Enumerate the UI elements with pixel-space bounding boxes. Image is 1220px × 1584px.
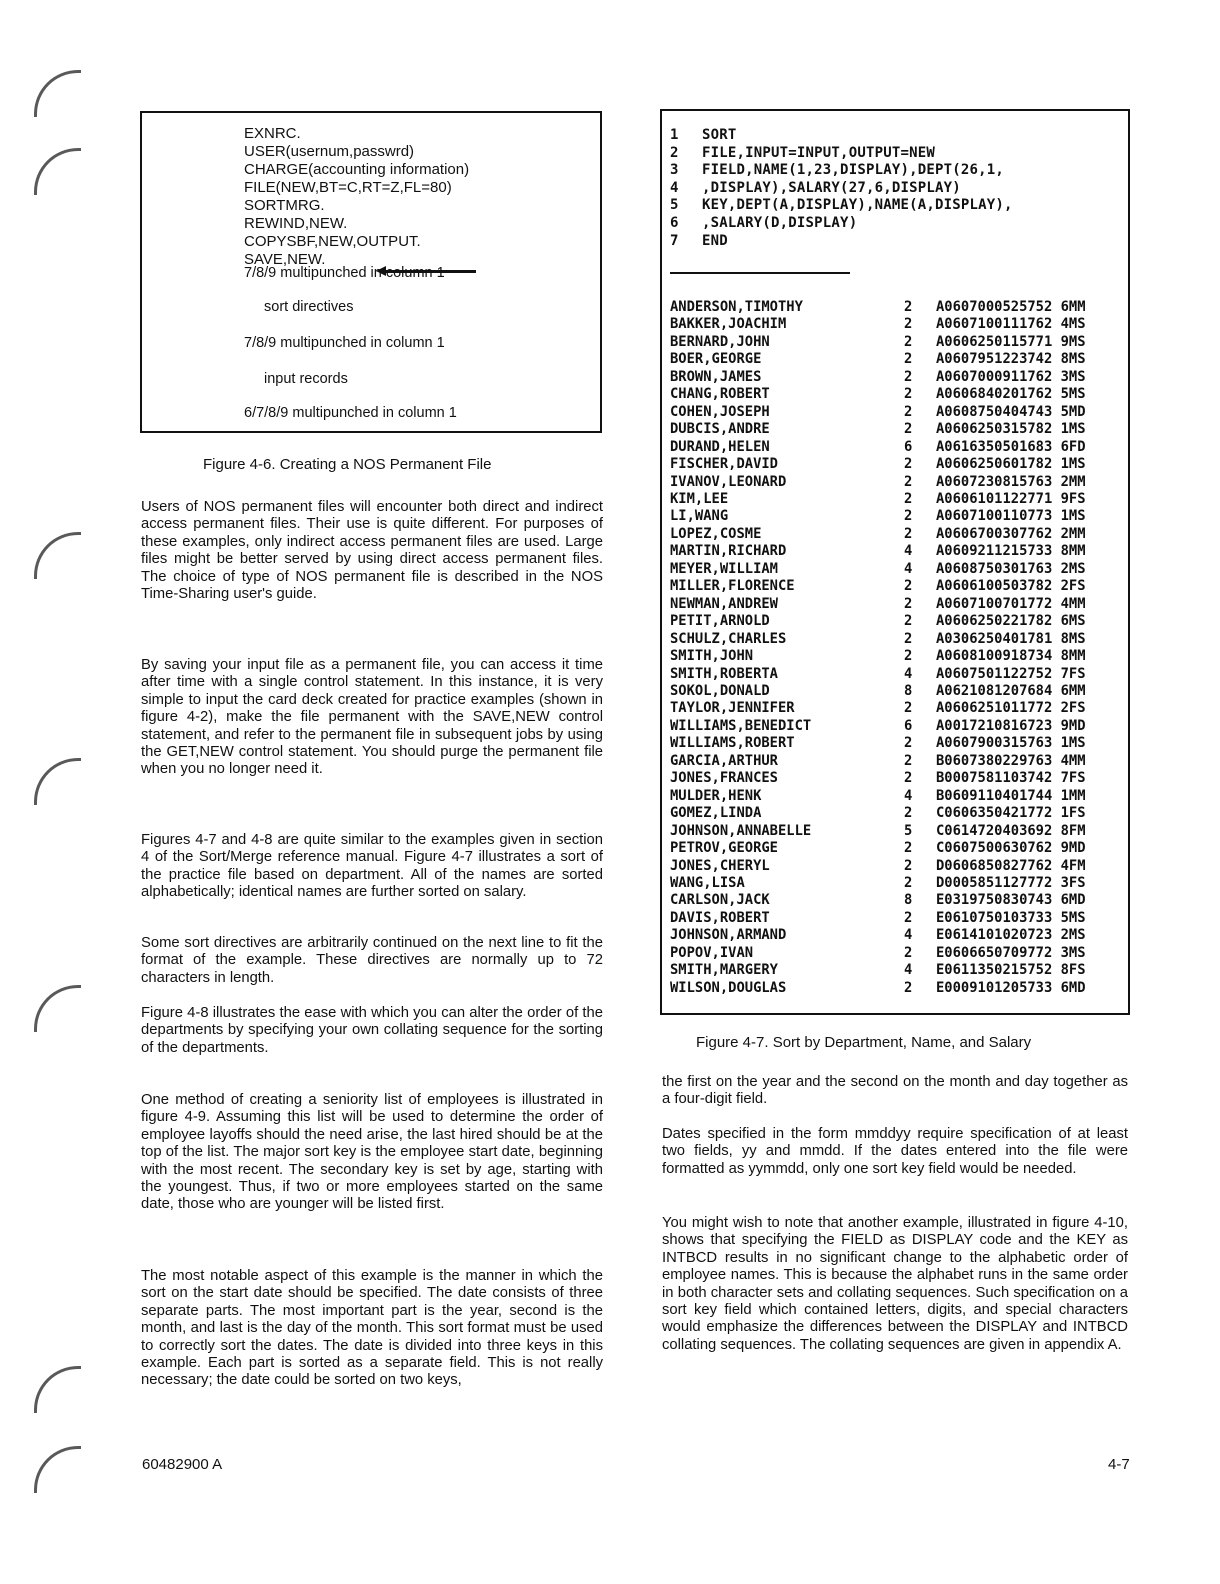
record-row — [670, 875, 1086, 892]
sorted-records-list — [670, 299, 1086, 997]
record-dept: 2 — [904, 421, 913, 438]
record-name: PETROV,GEORGE — [670, 840, 778, 857]
record-name: SMITH,JOHN — [670, 648, 754, 665]
record-name: MARTIN,RICHARD — [670, 543, 787, 560]
record-name: LOPEZ,COSME — [670, 525, 762, 542]
record-name: MILLER,FLORENCE — [670, 578, 795, 595]
record-row — [670, 980, 1086, 997]
record-name: GARCIA,ARTHUR — [670, 752, 778, 769]
record-dept: 2 — [904, 473, 913, 490]
code-line — [670, 215, 1013, 233]
record-row — [670, 892, 1086, 909]
record-dept: 2 — [904, 578, 913, 595]
divider — [670, 272, 850, 274]
record-dept: 2 — [904, 909, 913, 926]
record-data: A0606250315782 1MS — [936, 421, 1086, 438]
input-records-label: input records — [264, 371, 348, 387]
punch-hole — [34, 148, 81, 195]
record-name: PETIT,ARNOLD — [670, 613, 770, 630]
record-dept: 4 — [904, 560, 913, 577]
record-dept: 2 — [904, 874, 913, 891]
record-data: B0607380229763 4MM — [936, 752, 1086, 769]
record-data: A0306250401781 8MS — [936, 630, 1086, 647]
record-data: E0319750830743 6MD — [936, 892, 1086, 909]
record-row — [670, 805, 1086, 822]
record-row — [670, 351, 1086, 368]
code-text: ,SALARY(D,DISPLAY) — [702, 214, 858, 231]
code-line — [670, 127, 1013, 145]
paragraph: By saving your input file as a permanent file, you can access it time after time with a single control statement. In this instance, it is very simple to input the card deck created for practice examples (shown in figure 4-2), make the file permanent with the SAVE,NEW control statement, and refer to the permanent file in subsequent jobs by using the GET,NEW control statement. You should purge the permanent file when you no longer need it. — [141, 657, 603, 778]
record-row — [670, 718, 1086, 735]
record-data: A0621081207684 6MM — [936, 682, 1086, 699]
code-text: END — [702, 232, 728, 249]
code-line — [670, 162, 1013, 180]
punch-hole — [34, 758, 81, 805]
record-dept: 2 — [904, 630, 913, 647]
record-name: ANDERSON,TIMOTHY — [670, 299, 803, 315]
figure-4-7-caption: Figure 4-7. Sort by Department, Name, and Salary — [696, 1034, 1032, 1051]
record-data: A0607100110773 1MS — [936, 508, 1086, 525]
record-data: A0607000911762 3MS — [936, 368, 1086, 385]
record-data: A0606250115771 9MS — [936, 333, 1086, 350]
record-data: A0607501122752 7FS — [936, 665, 1086, 682]
record-name: WILLIAMS,ROBERT — [670, 735, 795, 752]
line-number: 7 — [670, 232, 679, 249]
record-dept: 2 — [904, 368, 913, 385]
record-name: JOHNSON,ARMAND — [670, 927, 787, 944]
record-row — [670, 316, 1086, 333]
record-dept: 2 — [904, 490, 913, 507]
record-data: C0614720403692 8FM — [936, 822, 1086, 839]
record-name: WILLIAMS,BENEDICT — [670, 717, 812, 734]
record-data: A0608750301763 2MS — [936, 560, 1086, 577]
record-dept: 2 — [904, 648, 913, 665]
record-dept: 2 — [904, 752, 913, 769]
record-row — [670, 561, 1086, 578]
record-name: SMITH,ROBERTA — [670, 665, 778, 682]
line-number: 4 — [670, 179, 679, 196]
record-data: B0007581103742 7FS — [936, 770, 1086, 787]
record-name: FISCHER,DAVID — [670, 456, 778, 473]
record-row — [670, 945, 1086, 962]
record-name: BAKKER,JOACHIM — [670, 316, 787, 333]
record-row — [670, 648, 1086, 665]
record-dept: 2 — [904, 386, 913, 403]
record-name: DAVIS,ROBERT — [670, 909, 770, 926]
record-row — [670, 543, 1086, 560]
record-name: DURAND,HELEN — [670, 438, 770, 455]
record-row — [670, 613, 1086, 630]
jcl-line: CHARGE(accounting information) — [244, 161, 470, 178]
record-data: A0608750404743 5MD — [936, 403, 1086, 420]
record-data: E0606650709772 3MS — [936, 944, 1086, 961]
record-dept: 2 — [904, 595, 913, 612]
card-separator-3: 6/7/8/9 multipunched in column 1 — [244, 405, 457, 421]
record-dept: 2 — [904, 525, 913, 542]
record-data: C0606350421772 1FS — [936, 805, 1086, 822]
figure-4-7-box — [660, 109, 1130, 1015]
code-text: FIELD,NAME(1,23,DISPLAY),DEPT(26,1, — [702, 162, 1005, 179]
record-row — [670, 421, 1086, 438]
record-name: TAYLOR,JENNIFER — [670, 700, 795, 717]
punch-hole — [34, 1446, 81, 1493]
record-name: POPOV,IVAN — [670, 944, 754, 961]
record-row — [670, 456, 1086, 473]
record-row — [670, 962, 1086, 979]
record-dept: 2 — [904, 299, 913, 315]
paragraph: Figure 4-8 illustrates the ease with which you can alter the order of the departments by specifying your own collating sequence for the sorting of the departments. — [141, 1005, 603, 1056]
record-name: SCHULZ,CHARLES — [670, 630, 787, 647]
record-row — [670, 840, 1086, 857]
record-dept: 2 — [904, 316, 913, 333]
sort-directive-listing — [670, 127, 1013, 250]
record-dept: 4 — [904, 543, 913, 560]
record-data: A0017210816723 9MD — [936, 717, 1086, 734]
record-data: B0609110401744 1MM — [936, 787, 1086, 804]
record-data: E0611350215752 8FS — [936, 962, 1086, 979]
sort-directives-label: sort directives — [264, 299, 354, 315]
record-dept: 2 — [904, 508, 913, 525]
record-data: E0610750103733 5MS — [936, 909, 1086, 926]
record-row — [670, 508, 1086, 525]
record-data: A0606100503782 2FS — [936, 578, 1086, 595]
document-number: 60482900 A — [142, 1456, 223, 1473]
record-name: BROWN,JAMES — [670, 368, 762, 385]
record-dept: 4 — [904, 927, 913, 944]
card-separator-1: 7/8/9 multipunched in column 1 — [244, 265, 445, 281]
record-name: NEWMAN,ANDREW — [670, 595, 778, 612]
record-data: A0607000525752 6MM — [936, 299, 1086, 315]
record-row — [670, 735, 1086, 752]
record-row — [670, 491, 1086, 508]
record-dept: 2 — [904, 333, 913, 350]
record-data: D0005851127772 3FS — [936, 874, 1086, 891]
record-dept: 2 — [904, 805, 913, 822]
record-row — [670, 334, 1086, 351]
record-dept: 2 — [904, 857, 913, 874]
record-row — [670, 683, 1086, 700]
record-dept: 8 — [904, 892, 913, 909]
record-row — [670, 753, 1086, 770]
figure-4-6-box — [140, 111, 602, 433]
record-data: A0606840201762 5MS — [936, 386, 1086, 403]
paragraph: One method of creating a seniority list of employees is illustrated in figure 4-9. Assuming this list will be used to determine the order of employee layoffs should the need arise, the last hired should be at the top of the list. The major sort key is the employee start date, beginning with the most recent. The secondary key is set by age, starting with the youngest. Thus, if two or more employees started on the same date, those who are younger will be listed first. — [141, 1092, 603, 1213]
record-name: COHEN,JOSEPH — [670, 403, 770, 420]
code-line — [670, 180, 1013, 198]
figure-4-6-caption: Figure 4-6. Creating a NOS Permanent File — [203, 456, 492, 473]
record-row — [670, 578, 1086, 595]
line-number: 6 — [670, 214, 679, 231]
record-dept: 6 — [904, 438, 913, 455]
record-dept: 2 — [904, 770, 913, 787]
paragraph: Users of NOS permanent files will encounter both direct and indirect access permanent files. Their use is quite different. For purposes of these examples, only indirect access permanent files are used. Large files might be better served by using direct access permanent files. The choice of type of NOS permanent file is described in the NOS Time-Sharing user's guide. — [141, 499, 603, 603]
record-row — [670, 474, 1086, 491]
record-row — [670, 439, 1086, 456]
record-data: E0614101020723 2MS — [936, 927, 1086, 944]
record-data: E0009101205733 6MD — [936, 979, 1086, 996]
record-dept: 4 — [904, 665, 913, 682]
code-line — [670, 145, 1013, 163]
record-dept: 2 — [904, 613, 913, 630]
record-name: JONES,CHERYL — [670, 857, 770, 874]
record-data: A0609211215733 8MM — [936, 543, 1086, 560]
paragraph: You might wish to note that another example, illustrated in figure 4-10, shows that specifying the FIELD as DISPLAY code and the KEY as INTBCD results in no significant change to the alphabetic order of employee names. This is because the alphabet runs in the same order in both character sets and collating sequences. Such specification on a sort key field which contained letters, digits, and special characters would emphasize the differences between the DISPLAY and INTBCD collating sequences. The collating sequences are given in appendix A. — [662, 1215, 1128, 1353]
line-number: 1 — [670, 127, 679, 143]
record-dept: 2 — [904, 456, 913, 473]
paragraph: Dates specified in the form mmddyy require specification of at least two fields, yy and mmdd. If the dates entered into the file were formatted as yymmdd, only one sort key field would be needed. — [662, 1126, 1128, 1177]
code-text: KEY,DEPT(A,DISPLAY),NAME(A,DISPLAY), — [702, 197, 1013, 214]
record-row — [670, 858, 1086, 875]
record-row — [670, 666, 1086, 683]
record-row — [670, 631, 1086, 648]
record-data: A0606250601782 1MS — [936, 456, 1086, 473]
punch-hole — [34, 1366, 81, 1413]
punch-hole — [34, 985, 81, 1032]
record-name: JOHNSON,ANNABELLE — [670, 822, 812, 839]
record-row — [670, 596, 1086, 613]
jcl-line: SORTMRG. — [244, 197, 325, 214]
record-name: DUBCIS,ANDRE — [670, 421, 770, 438]
jcl-line: FILE(NEW,BT=C,RT=Z,FL=80) — [244, 179, 452, 196]
card-separator-2: 7/8/9 multipunched in column 1 — [244, 335, 445, 351]
record-data: A0607100701772 4MM — [936, 595, 1086, 612]
record-row — [670, 823, 1086, 840]
punch-hole — [34, 532, 81, 579]
record-data: A0606101122771 9FS — [936, 490, 1086, 507]
record-data: A0607900315763 1MS — [936, 735, 1086, 752]
jcl-line: EXNRC. — [244, 125, 301, 142]
record-row — [670, 526, 1086, 543]
record-data: A0607951223742 8MS — [936, 351, 1086, 368]
record-name: SOKOL,DONALD — [670, 682, 770, 699]
record-dept: 2 — [904, 351, 913, 368]
line-number: 3 — [670, 162, 679, 179]
record-dept: 5 — [904, 822, 913, 839]
record-name: WANG,LISA — [670, 874, 745, 891]
code-text: FILE,INPUT=INPUT,OUTPUT=NEW — [702, 144, 935, 161]
record-name: KIM,LEE — [670, 490, 729, 507]
record-name: WILSON,DOUGLAS — [670, 979, 787, 996]
record-row — [670, 386, 1086, 403]
record-name: JONES,FRANCES — [670, 770, 778, 787]
record-name: CARLSON,JACK — [670, 892, 770, 909]
paragraph: Some sort directives are arbitrarily continued on the next line to fit the format of the example. These directives are normally up to 72 characters in length. — [141, 935, 603, 986]
record-data: D0606850827762 4FM — [936, 857, 1086, 874]
line-number: 5 — [670, 197, 679, 214]
record-name: MEYER,WILLIAM — [670, 560, 778, 577]
record-dept: 8 — [904, 682, 913, 699]
record-name: IVANOV,LEONARD — [670, 473, 787, 490]
record-dept: 4 — [904, 787, 913, 804]
record-name: LI,WANG — [670, 508, 729, 525]
jcl-line: REWIND,NEW. — [244, 215, 348, 232]
record-dept: 2 — [904, 403, 913, 420]
code-text: SORT — [702, 127, 737, 143]
line-number: 2 — [670, 144, 679, 161]
record-dept: 4 — [904, 962, 913, 979]
record-name: GOMEZ,LINDA — [670, 805, 762, 822]
record-row — [670, 770, 1086, 787]
record-dept: 2 — [904, 979, 913, 996]
record-dept: 2 — [904, 700, 913, 717]
punch-hole — [34, 70, 81, 117]
jcl-line: USER(usernum,passwrd) — [244, 143, 415, 160]
record-row — [670, 700, 1086, 717]
code-text: ,DISPLAY),SALARY(27,6,DISPLAY) — [702, 179, 961, 196]
record-row — [670, 788, 1086, 805]
record-row — [670, 299, 1086, 316]
record-row — [670, 927, 1086, 944]
code-line — [670, 197, 1013, 215]
page-number: 4-7 — [1108, 1456, 1130, 1473]
record-row — [670, 910, 1086, 927]
record-dept: 2 — [904, 735, 913, 752]
paragraph: Figures 4-7 and 4-8 are quite similar to the examples given in section 4 of the Sort/Merge reference manual. Figure 4-7 illustrates a sort of the practice file based on department. All of the names are sorted alphabetically; identical names are further sorted on salary. — [141, 832, 603, 901]
record-name: BERNARD,JOHN — [670, 333, 770, 350]
record-dept: 6 — [904, 717, 913, 734]
paragraph: the first on the year and the second on the month and day together as a four-digit field. — [662, 1074, 1128, 1108]
jcl-line: COPYSBF,NEW,OUTPUT. — [244, 233, 421, 250]
jcl-line-save: SAVE,NEW. — [244, 251, 326, 268]
record-data: A0607230815763 2MM — [936, 473, 1086, 490]
code-line — [670, 233, 1013, 251]
record-name: SMITH,MARGERY — [670, 962, 778, 979]
record-data: A0607100111762 4MS — [936, 316, 1086, 333]
record-name: BOER,GEORGE — [670, 351, 762, 368]
jcl-listing — [244, 125, 469, 269]
record-dept: 2 — [904, 944, 913, 961]
record-data: A0608100918734 8MM — [936, 648, 1086, 665]
record-data: A0606700307762 2MM — [936, 525, 1086, 542]
record-data: A0606250221782 6MS — [936, 613, 1086, 630]
record-data: A0616350501683 6FD — [936, 438, 1086, 455]
record-data: A0606251011772 2FS — [936, 700, 1086, 717]
record-row — [670, 404, 1086, 421]
record-data: C0607500630762 9MD — [936, 840, 1086, 857]
record-row — [670, 369, 1086, 386]
record-name: MULDER,HENK — [670, 787, 762, 804]
record-dept: 2 — [904, 840, 913, 857]
record-name: CHANG,ROBERT — [670, 386, 770, 403]
paragraph: The most notable aspect of this example is the manner in which the sort on the start date should be specified. The date consists of three separate parts. The most important part is the year, second is the month, and last is the day of the month. This sort format must be used to correctly sort the dates. The date is divided into three keys in this example. Each part is sorted as a separate field. This is not really necessary; the date could be sorted on two keys, — [141, 1268, 603, 1389]
